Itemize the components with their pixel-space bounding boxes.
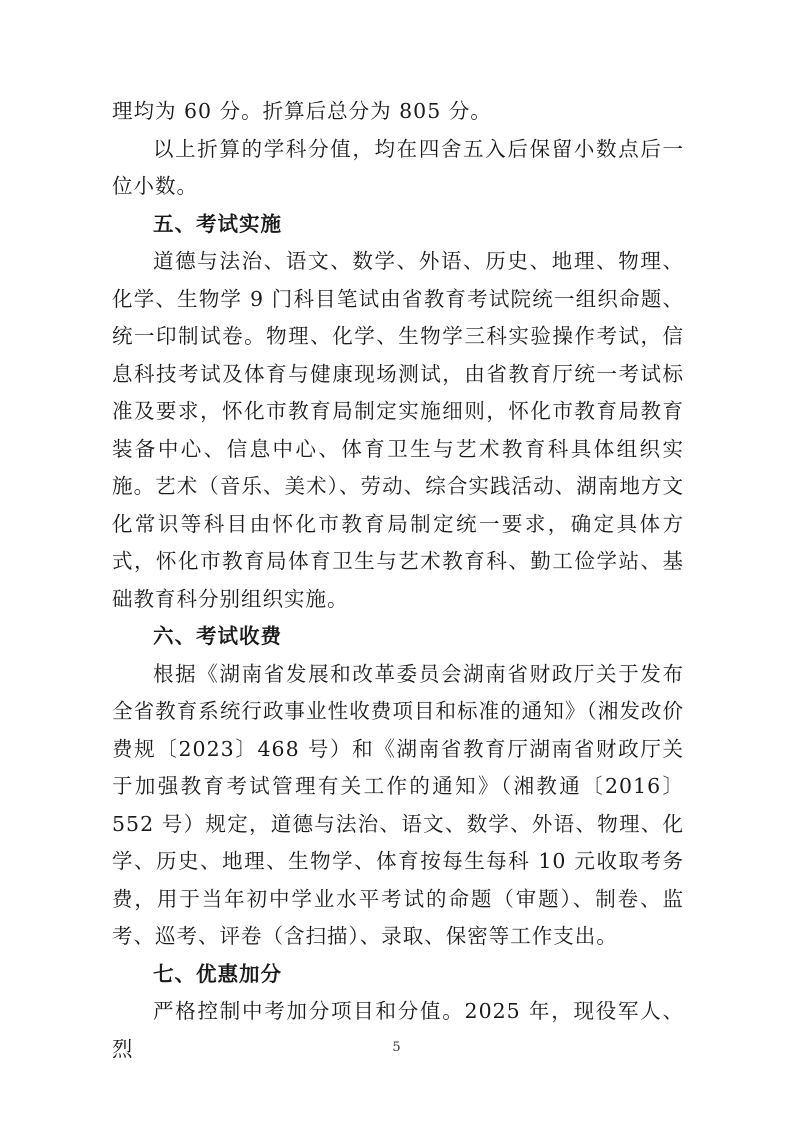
paragraph-exam-fees: 根据《湖南省发展和改革委员会湖南省财政厅关于发布全省教育系统行政事业性收费项目和标准的通知》（湘发改价费规〔2023〕468 号）和《湖南省教育厅湖南省财政厅关于加强教育考试管理有关工作的通知》（湘教通〔2016〕552 号）规定，道德与法治、语文、数学、外语、物理、化学、历史、地理、生物学、体育按每生每科 10 元收取考务费，用于当年初中学业水平考试的命题（审题）、制卷、监考、巡考、评卷（含扫描）、录取、保密等工作支出。: [112, 661, 684, 948]
paragraph-exam-implementation: 道德与法治、语文、数学、外语、历史、地理、物理、化学、生物学 9 门科目笔试由省教育考试院统一组织命题、统一印制试卷。物理、化学、生物学三科实验操作考试，信息科技考试及体育与健康现场测试，由省教育厅统一考试标准及要求，怀化市教育局制定实施细则，怀化市教育局教育装备中心、信息中心、体育卫生与艺术教育科具体组织实施。艺术（音乐、美术）、劳动、综合实践活动、湖南地方文化常识等科目由怀化市教育局制定统一要求，确定具体方式，怀化市教育局体育卫生与艺术教育科、勤工俭学站、基础教育科分别组织实施。: [112, 249, 684, 611]
heading-exam-fees: 六、考试收费: [153, 624, 282, 648]
paragraph-bonus-points: 严格控制中考加分项目和分值。2025 年，现役军人、烈: [112, 999, 684, 1061]
document-body: [112, 93, 684, 1068]
paragraph-rounding-rule: 以上折算的学科分值，均在四舍五入后保留小数点后一位小数。: [112, 136, 684, 198]
page-number: 5: [392, 1040, 401, 1055]
heading-bonus-points: 七、优惠加分: [153, 961, 282, 986]
heading-exam-implementation: 五、考试实施: [153, 211, 282, 236]
paragraph-score-total: 理均为 60 分。折算后总分为 805 分。: [112, 99, 492, 123]
